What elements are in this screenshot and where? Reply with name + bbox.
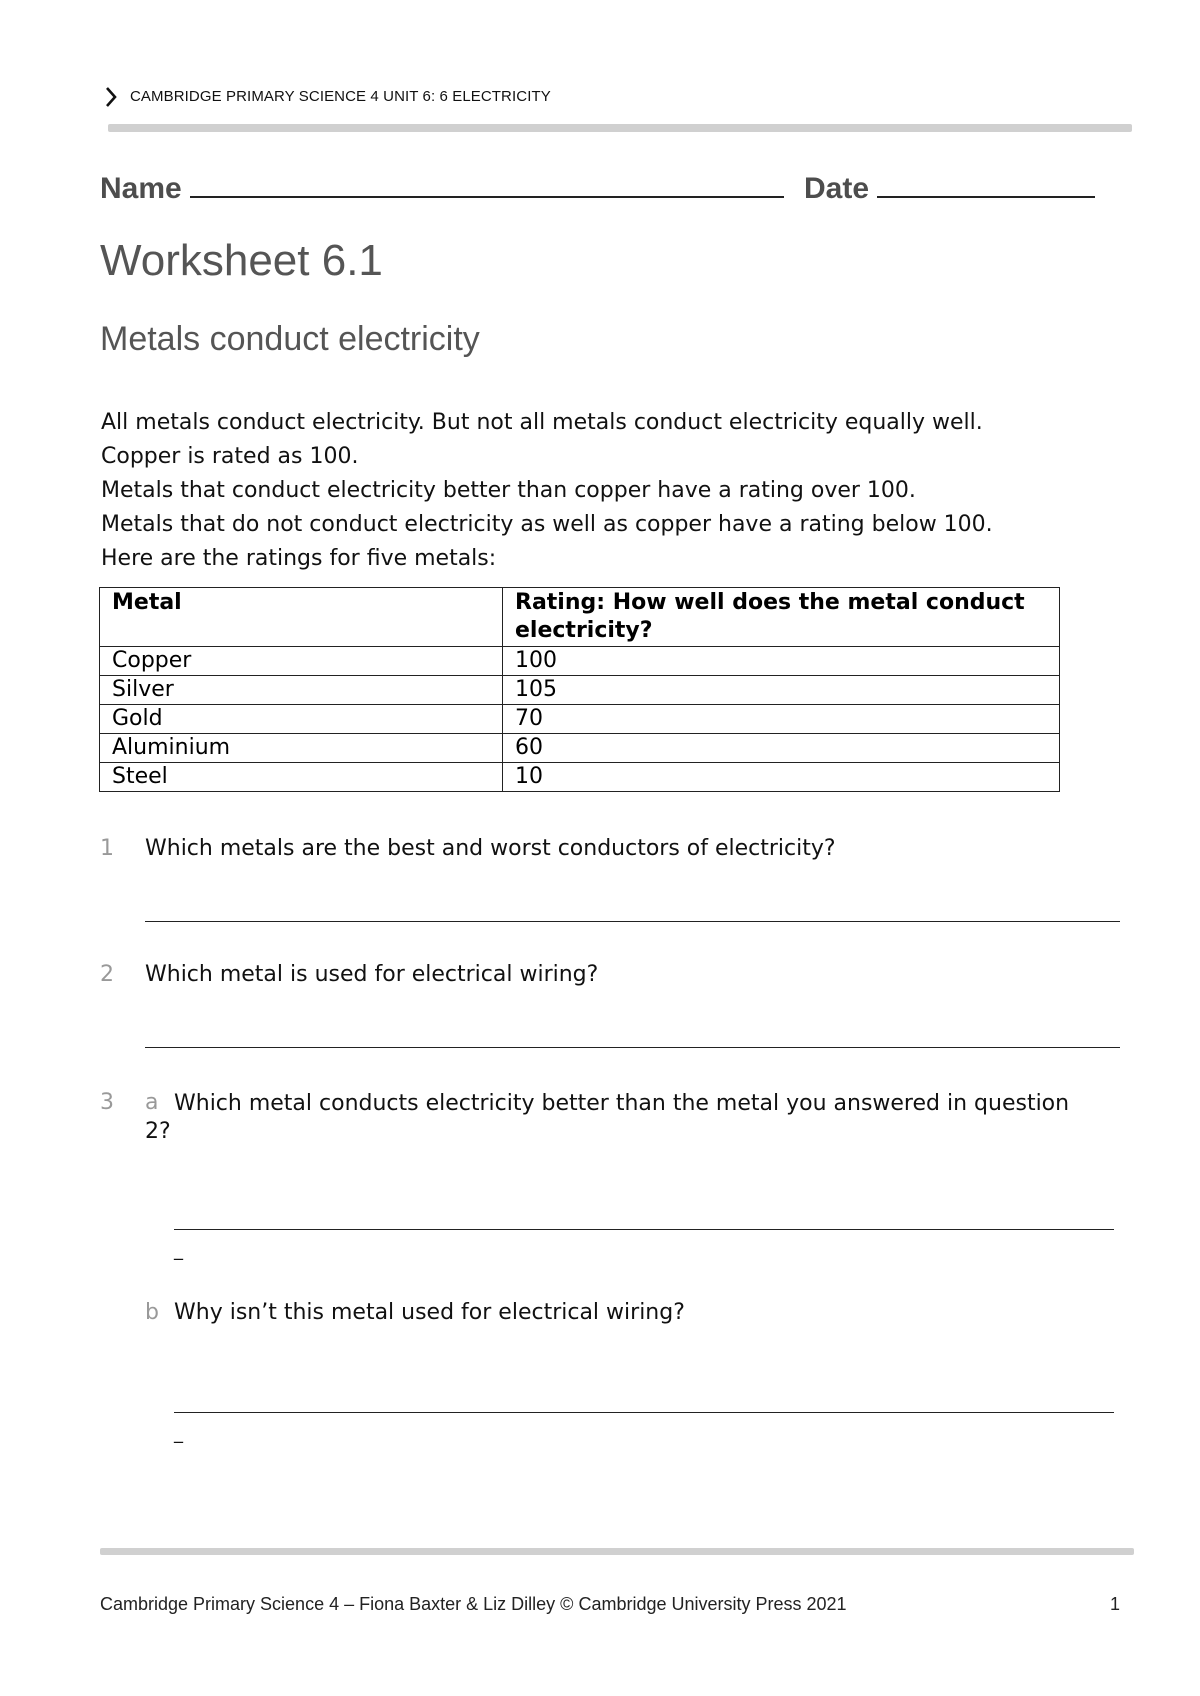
name-field [100,166,784,206]
chevron-right-icon [104,86,118,108]
rating-cell: 100 [503,647,1060,676]
table-row [100,705,1060,734]
name-blank[interactable] [190,166,784,198]
footer-copyright: Cambridge Primary Science 4 – Fiona Baxter & Liz Dilley © Cambridge University Press 2021 [100,1594,847,1614]
answer-line-1[interactable] [145,921,1120,922]
question-3a-text: Which metal conducts electricity better than the metal you answered in question 2? [145,1091,1070,1144]
rating-cell: 60 [503,734,1060,763]
date-field [804,166,1095,206]
question-number: 2 [100,962,114,987]
worksheet-subtitle: Metals conduct electricity [100,320,480,358]
answer-dash: _ [174,1240,183,1261]
question-part-label: a [145,1090,159,1115]
intro-line: All metals conduct electricity. But not all metals conduct electricity equally well. [101,410,983,435]
answer-line-3a[interactable] [174,1229,1114,1230]
question-number: 1 [100,836,114,861]
page-number: 1 [1110,1594,1121,1614]
rating-cell: 105 [503,676,1060,705]
question-3b-text: Why isn’t this metal used for electrical wiring? [174,1300,685,1325]
question-1-text: Which metals are the best and worst conductors of electricity? [145,836,836,861]
header-rule [108,124,1132,132]
column-header-metal: Metal [100,588,503,647]
date-label: Date [804,172,870,205]
metal-cell: Copper [100,647,503,676]
question-number: 3 [100,1090,114,1115]
metal-cell: Silver [100,676,503,705]
date-blank[interactable] [877,166,1095,198]
table-row [100,763,1060,792]
table-row [100,676,1060,705]
rating-cell: 70 [503,705,1060,734]
metal-cell: Aluminium [100,734,503,763]
table-header-row [100,588,1060,647]
metal-cell: Steel [100,763,503,792]
column-header-rating: Rating: How well does the metal conduct electricity? [503,588,1060,647]
answer-line-2[interactable] [145,1047,1120,1048]
question-2-text: Which metal is used for electrical wiring? [145,962,599,987]
answer-line-3b[interactable] [174,1412,1114,1413]
intro-line: Metals that do not conduct electricity as well as copper have a rating below 100. [101,512,993,537]
metal-cell: Gold [100,705,503,734]
running-header: CAMBRIDGE PRIMARY SCIENCE 4 UNIT 6: 6 ELECTRICITY [130,88,551,105]
footer-rule [100,1548,1134,1555]
rating-cell: 10 [503,763,1060,792]
intro-line: Here are the ratings for five metals: [101,546,497,571]
table-row [100,734,1060,763]
answer-dash: _ [174,1423,183,1444]
intro-line: Metals that conduct electricity better than copper have a rating over 100. [101,478,916,503]
worksheet-title: Worksheet 6.1 [100,236,383,285]
table-row [100,647,1060,676]
ratings-table [99,587,1060,792]
name-label: Name [100,172,182,205]
intro-line: Copper is rated as 100. [101,444,359,469]
question-part-label: b [145,1300,159,1325]
intro-text [101,406,993,576]
